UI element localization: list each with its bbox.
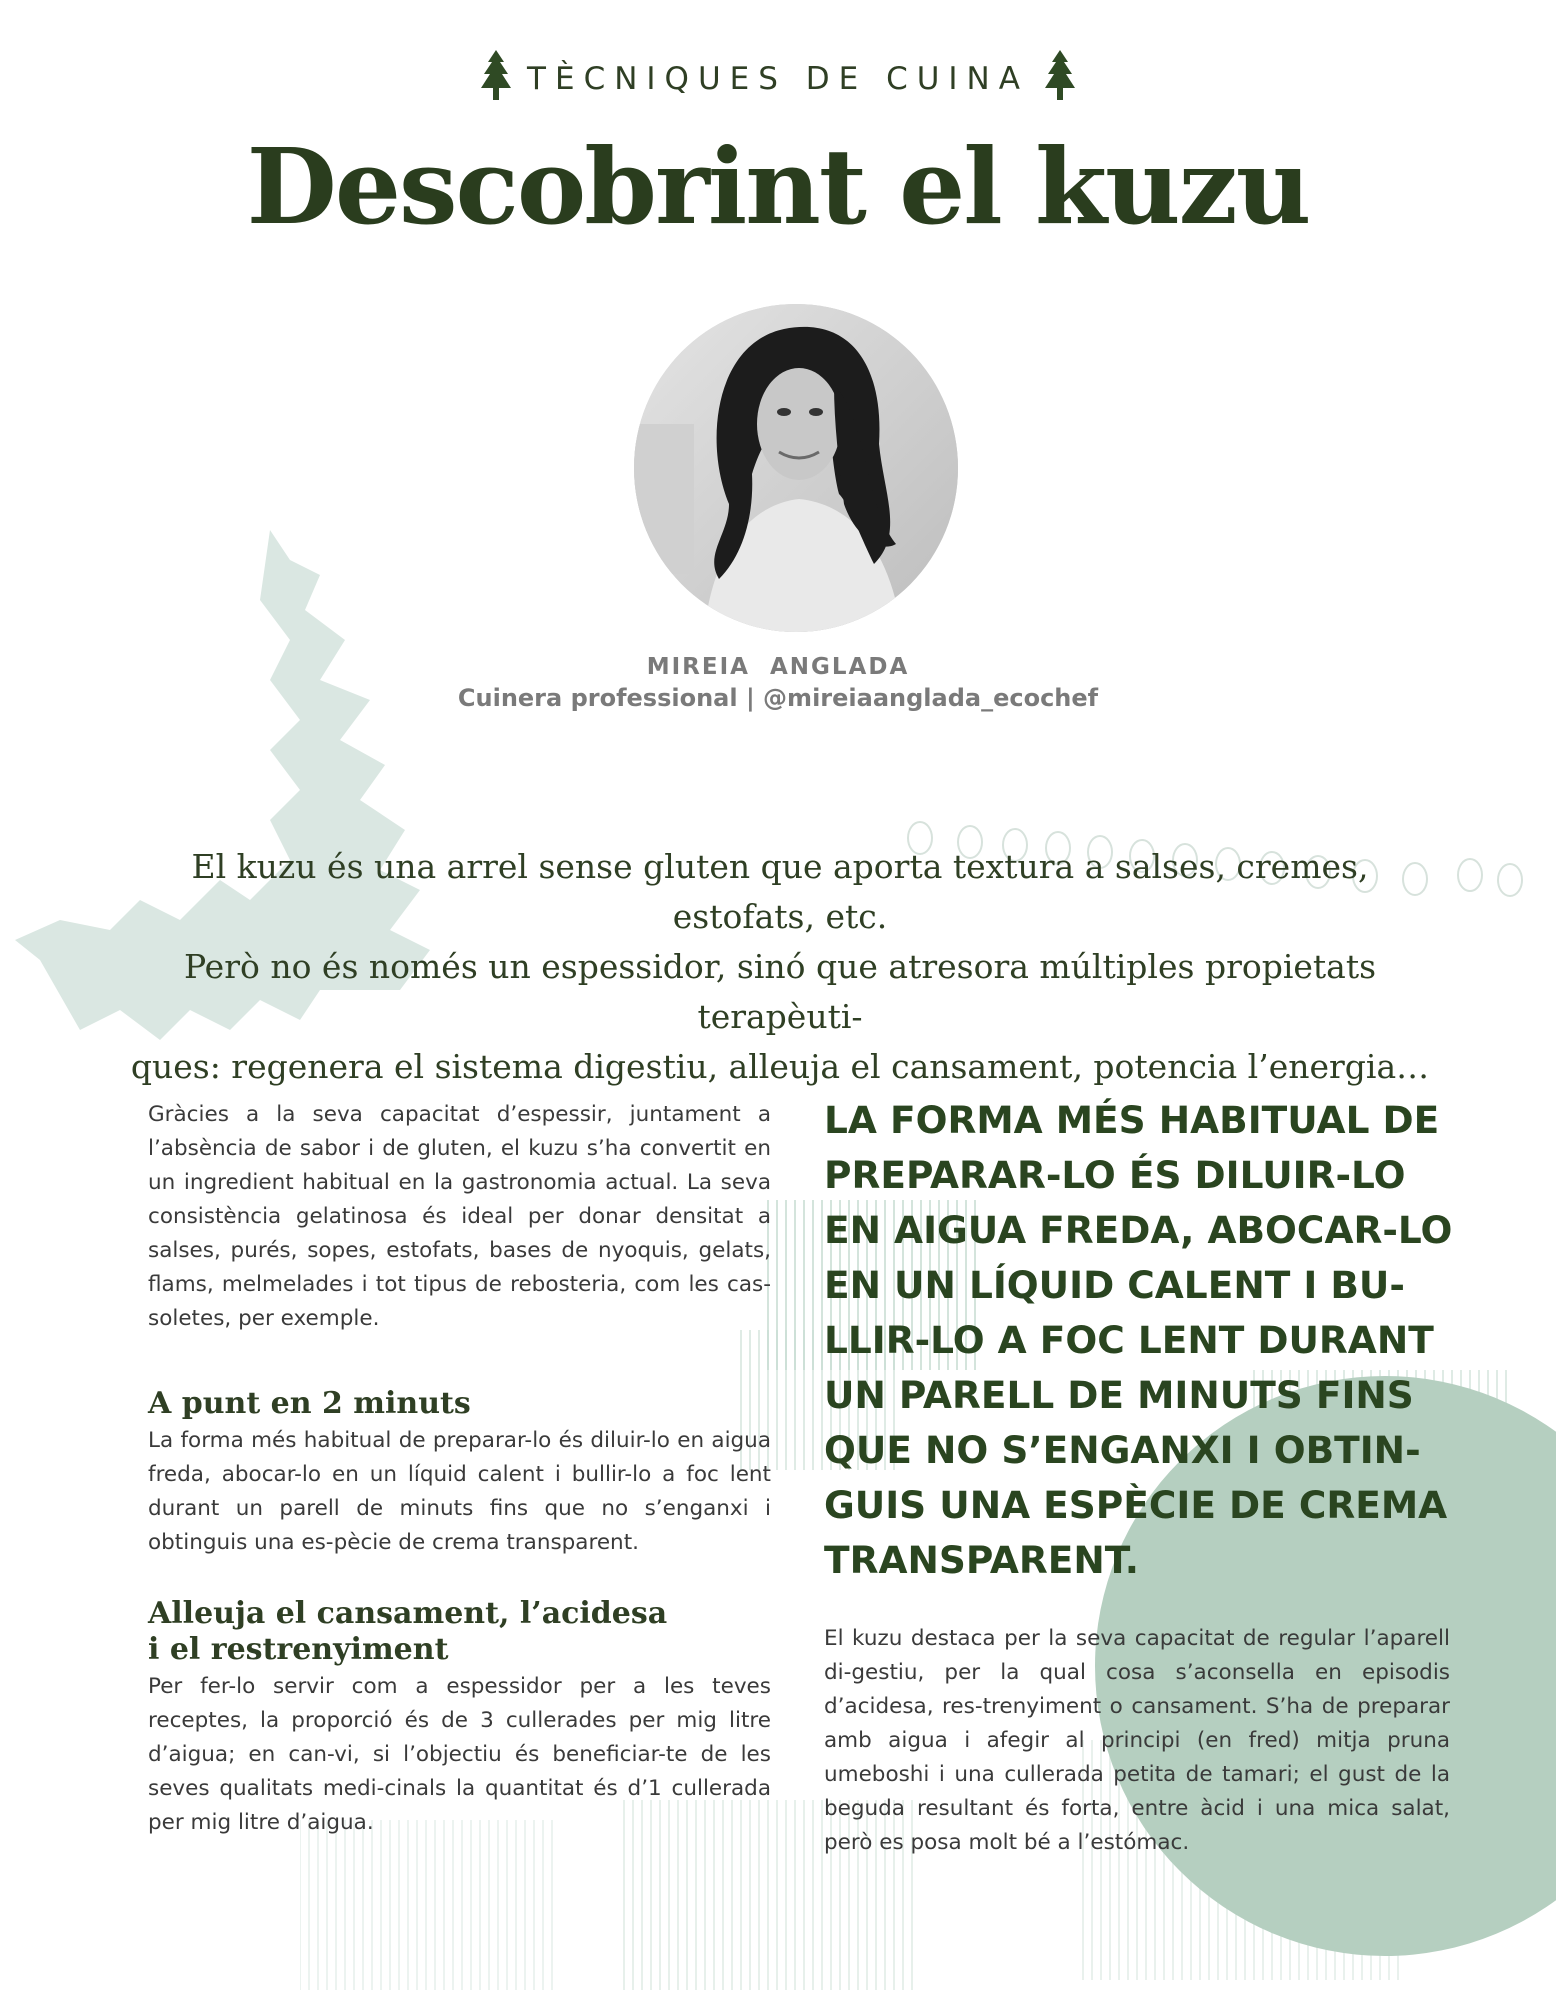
- pull-quote-line: UN PARELL DE MINUTS FINS: [824, 1373, 1414, 1417]
- lead-line: El kuzu és una arrel sense gluten que aporta textura a salses, cremes, estofats, etc.: [191, 847, 1369, 936]
- lead-line: ques: regenera el sistema digestiu, alleuja el cansament, potencia l’energia…: [130, 1047, 1430, 1086]
- left-column: [148, 1098, 771, 1840]
- portrait-image: [634, 304, 958, 632]
- tree-icon: [1043, 50, 1077, 108]
- body-paragraph: La forma més habitual de preparar-lo és diluir-lo en aigua freda, abocar-lo en un líquid calent i bullir-lo a foc lent durant un parell de minuts fins que no s’enganxi i obtinguis una es-pècie de crema transparent.: [148, 1428, 771, 1555]
- section-label: [0, 50, 1556, 108]
- hatch-block: [300, 1820, 560, 1990]
- intro-paragraph: Gràcies a la seva capacitat d’espessir, juntament a l’absència de sabor i de gluten, el kuzu s’ha convertit en un ingredient habitual en la gastronomia actual. La seva consistència gelatinosa és ideal per donar densitat a salses, purés, sopes, estofats, bases de nyoquis, gelats, flams, melmelades i tot tipus de rebosteria, com les cas-soletes, per exemple.: [148, 1102, 771, 1331]
- subheading: [148, 1596, 771, 1668]
- subheading-line: Alleuja el cansament, l’acidesa: [148, 1596, 668, 1631]
- pull-quote-line: GUIS UNA ESPÈCIE DE CREMA: [824, 1483, 1448, 1527]
- author-portrait: [634, 304, 958, 632]
- section-label-text: TÈCNIQUES DE CUINA: [527, 61, 1029, 97]
- pull-quote-line: LA FORMA MÉS HABITUAL DE: [824, 1098, 1440, 1142]
- body-paragraph: Per fer-lo servir com a espessidor per a les teves receptes, la proporció és de 3 cullerades per mig litre d’aigua; en can-vi, si l’objectiu és beneficiar-te de les seves qualitats medi-cinals la quantitat és d’1 cullerada per mig litre d’aigua.: [148, 1674, 771, 1835]
- lead-line: Però no és només un espessidor, sinó que atresora múltiples propietats terapèuti-: [183, 947, 1377, 1036]
- pull-quote-line: PREPARAR-LO ÉS DILUIR-LO: [824, 1153, 1406, 1197]
- pull-quote-line: EN UN LÍQUID CALENT I BU-: [824, 1263, 1405, 1307]
- subheading: A punt en 2 minuts: [148, 1386, 471, 1421]
- page-title: Descobrint el kuzu: [246, 125, 1310, 248]
- right-body-paragraph: El kuzu destaca per la seva capacitat de regular l’aparell di-gestiu, per la qual cosa s’aconsella en episodis d’acidesa, res-trenyiment o cansament. S’ha de preparar amb aigua i afegir al principi (en fred) mitja pruna umeboshi i una cullerada petita de tamari; el gust de la beguda resultant és forta, entre àcid i una mica salat, però es posa molt bé a l’estómac.: [824, 1626, 1450, 1855]
- pull-quote-line: EN AIGUA FREDA, ABOCAR-LO: [824, 1208, 1453, 1252]
- tree-icon: [479, 50, 513, 108]
- subheading-line: i el restrenyiment: [148, 1632, 449, 1667]
- pull-quote-line: TRANSPARENT.: [824, 1538, 1139, 1582]
- author-name: MIREIA ANGLADA: [646, 654, 910, 680]
- pull-quote-line: LLIR-LO A FOC LENT DURANT: [824, 1318, 1434, 1362]
- author-role: Cuinera professional | @mireiaanglada_ecochef: [457, 684, 1099, 712]
- lead-paragraph: [130, 842, 1430, 1092]
- pull-quote: [824, 1093, 1464, 1588]
- pull-quote-line: QUE NO S’ENGANXI I OBTIN-: [824, 1428, 1421, 1472]
